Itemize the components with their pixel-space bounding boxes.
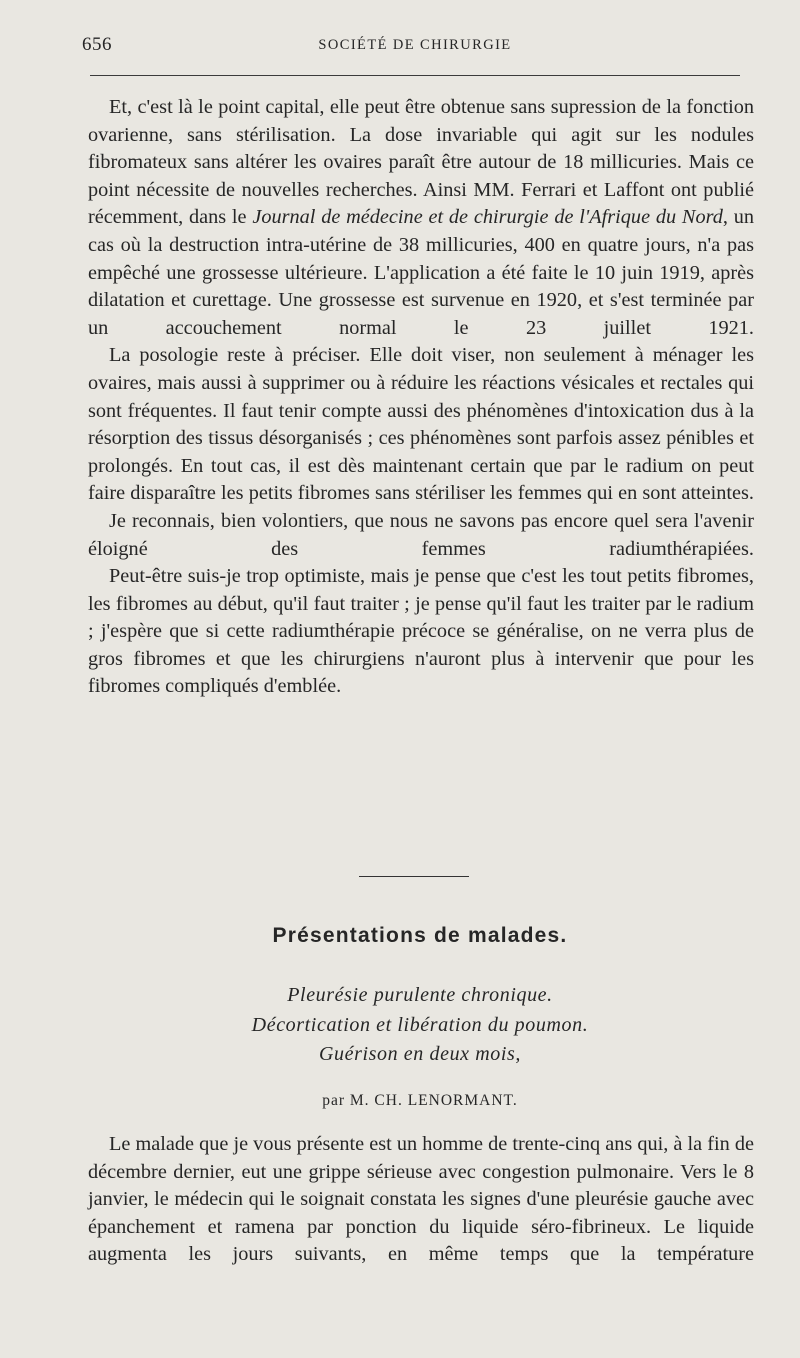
case-subtitle: Pleurésie purulente chronique. <box>287 984 553 1006</box>
page-number: 656 <box>82 34 112 55</box>
new-article-text <box>88 1131 754 1269</box>
article-end-text <box>88 94 754 701</box>
paragraph: Le malade que je vous présente est un homme de trente-cinq ans qui, à la fin de décembre dernier, eut une grippe sérieuse avec congestion pulmonaire. Vers le 8 janvier, le médecin qui le soignait constata les signes d'une pleurésie gauche avec épanchement et ramena par ponction du liquide séro-fibrineux. Le liquide augmenta les jours suivants, en même temps que la température <box>88 1133 754 1266</box>
paragraph: Je reconnais, bien volontiers, que nous ne savons pas encore quel sera l'avenir éloigné des femmes radiumthérapiées. <box>88 509 754 560</box>
author-byline: par M. CH. LENORMANT. <box>322 1092 518 1109</box>
header-rule <box>90 75 740 76</box>
running-head: SOCIÉTÉ DE CHIRURGIE <box>318 37 512 53</box>
section-separator <box>359 876 469 877</box>
paragraph <box>88 94 754 342</box>
paragraph: Peut-être suis-je trop optimiste, mais je pense que c'est les tout petits fibromes, les fibromes au début, qu'il faut traiter ; je pense qu'il faut les traiter par le radium ; j'espère que si cette radiumthérapie précoce se généralise, on ne verra plus de gros fibromes et que les chirurgiens n'auront plus à intervenir que pour les fibromes compliqués d'emblée. <box>88 565 754 698</box>
journal-title: Journal de médecine et de chirurgie de l'Afrique du Nord <box>252 206 723 229</box>
paragraph-text: , un cas où la destruction intra-utérine de 38 millicuries, 400 en quatre jours, n'a pas empêché une grossesse ultérieure. L'application a été faite le 10 juin 1919, après dilatation et curettage. Une grossesse est survenue en 1920, et s'est terminée par un accouchement normal le 23 juillet 1921. <box>88 206 755 339</box>
case-subtitle: Décortication et libération du poumon. <box>251 1014 589 1036</box>
paragraph-text: Et, c'est là le point capital, elle peut être obtenue sans supression de la fonction ovarienne, sans stérilisation. La dose invariable qui agit sur les nodules fibromateux sans altérer les ovaires paraît être autour de 18 millicuries. Mais ce point nécessite de nouvelles recherches. Ainsi MM. Ferrari et Laffont ont publié récemment, dans le <box>88 96 754 229</box>
case-subtitle: Guérison en deux mois, <box>318 1043 522 1065</box>
page-header <box>82 34 748 60</box>
section-title: Présentations de malades. <box>272 924 568 947</box>
paragraph: La posologie reste à préciser. Elle doit viser, non seulement à ménager les ovaires, mais aussi à supprimer ou à réduire les réactions vésicales et rectales qui sont fréquentes. Il faut tenir compte aussi des phénomènes d'intoxication dus à la résorption des tissus désorganisés ; ces phénomènes sont parfois assez pénibles et prolongés. En tout cas, il est dès maintenant certain que par le radium on peut faire disparaître les petits fibromes sans stériliser les femmes qui en sont atteintes. <box>88 344 754 505</box>
